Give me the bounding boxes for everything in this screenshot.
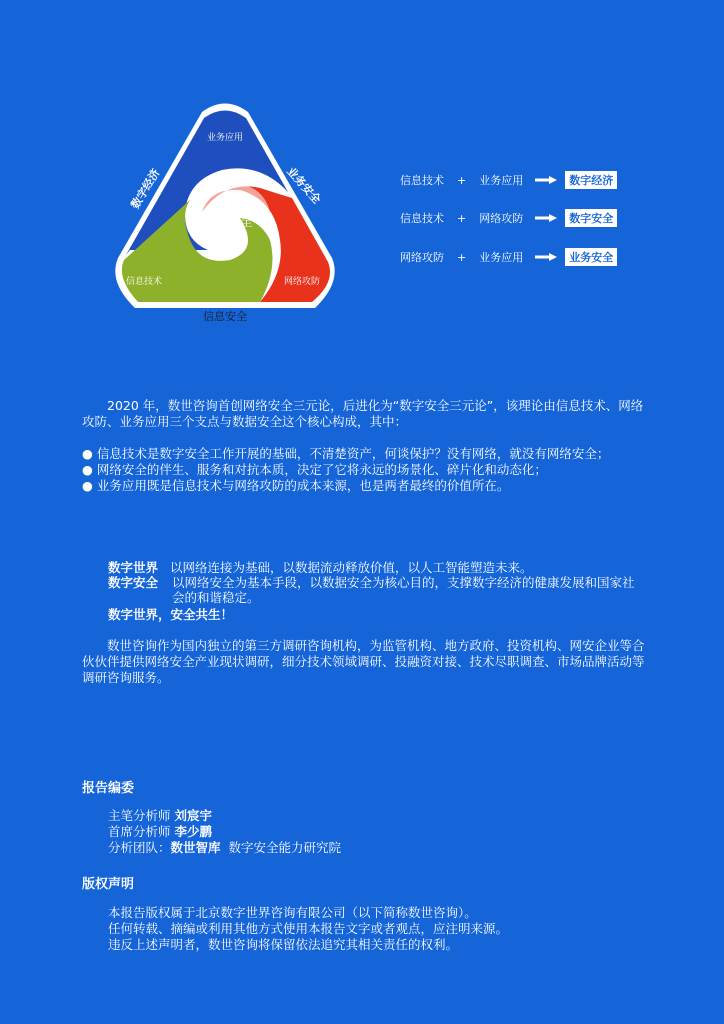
term-b: 业务应用 — [479, 174, 524, 187]
result-badge: 数字经济 — [565, 171, 617, 189]
edge-right-label: 业务安全 — [284, 164, 324, 207]
team-name: 数世智库 — [170, 840, 221, 855]
right-node-label: 网络攻防 — [283, 277, 321, 287]
intro-paragraph: 2020 年，数世咨询首创网络安全三元论，后进化为“数字安全三元论”，该理论由信息技术、网络攻防、业务应用三个支点与数据安全这个核心构成，其中： — [82, 398, 644, 429]
left-node-label: 信息技术 — [125, 277, 163, 287]
triad-diagram — [110, 100, 340, 325]
credit-team — [108, 840, 341, 856]
credit-chief — [108, 824, 341, 840]
definition-world — [108, 560, 653, 575]
list-item: ● 业务应用既是信息技术与网络攻防的成本来源，也是两者最终的价值所在。 — [82, 478, 510, 493]
copyright-line: 任何转载、摘编或利用其他方式使用本报告文字或者观点，应注明来源。 — [108, 921, 509, 936]
list-item: ● 信息技术是数字安全工作开展的基础，不清楚资产，何谈保护？没有网络，就没有网络安全； — [82, 446, 610, 461]
copyright-text — [108, 905, 508, 953]
copyright-heading: 版权声明 — [82, 877, 135, 892]
credit-lead — [108, 808, 341, 824]
term-b: 业务应用 — [479, 251, 524, 264]
team-dept: 数字安全能力研究院 — [228, 840, 341, 855]
equation-row — [400, 209, 617, 227]
edge-left-label: 数字经济 — [128, 166, 163, 211]
arrow-right-icon — [535, 176, 557, 184]
result-badge: 业务安全 — [565, 248, 617, 266]
center-label: 数据安全 — [200, 215, 254, 230]
lead-name: 刘宸宇 — [174, 808, 213, 823]
arrow-right-icon — [535, 214, 557, 222]
term-world: 数字世界 — [108, 560, 159, 575]
edge-bottom-label: 信息安全 — [203, 310, 247, 323]
team-label: 分析团队： — [108, 840, 171, 855]
plus-sign: + — [457, 211, 467, 225]
text-security: 以网络安全为基本手段，以数据安全为核心目的，支撑数字经济的健康发展和国家社会的和谐稳定。 — [172, 575, 635, 605]
chief-label: 首席分析师 — [108, 824, 171, 839]
top-node-label: 业务应用 — [206, 133, 244, 143]
slogan-row — [108, 607, 653, 622]
term-b: 网络攻防 — [479, 212, 524, 225]
bullet-list — [82, 446, 652, 494]
definitions — [108, 560, 653, 622]
chief-name: 李少鹏 — [174, 824, 213, 839]
slogan: 数字世界，安全共生！ — [108, 607, 234, 622]
equation-row — [400, 171, 617, 189]
editorial-heading: 报告编委 — [82, 781, 135, 796]
term-security: 数字安全 — [108, 575, 159, 590]
lead-label: 主笔分析师 — [108, 808, 171, 823]
equation-row — [400, 248, 617, 266]
plus-sign: + — [457, 250, 467, 264]
editorial-credits — [108, 808, 341, 856]
definition-security — [108, 575, 653, 605]
copyright-line: 违反上述声明者，数世咨询将保留依法追究其相关责任的权利。 — [108, 937, 459, 952]
term-a: 网络攻防 — [400, 251, 444, 264]
about-paragraph: 数世咨询作为国内独立的第三方调研咨询机构，为监管机构、地方政府、投资机构、网安企业等合伙伙伴提供网络安全产业现状调研，细分技术领域调研、投融资对接、技术尽职调查、市场品牌活动等调研咨询服务。 — [82, 638, 645, 685]
list-item: ● 网络安全的伴生、服务和对抗本质，决定了它将永远的场景化、碎片化和动态化； — [82, 462, 547, 477]
term-a: 信息技术 — [400, 174, 444, 187]
plus-sign: + — [457, 173, 467, 187]
text-world: 以网络连接为基础，以数据流动释放价值，以人工智能塑造未来。 — [169, 560, 533, 575]
arrow-right-icon — [535, 253, 557, 261]
term-a: 信息技术 — [400, 212, 444, 225]
result-badge: 数字安全 — [565, 209, 617, 227]
copyright-line: 本报告版权属于北京数字世界咨询有限公司（以下简称数世咨询）。 — [108, 905, 477, 920]
